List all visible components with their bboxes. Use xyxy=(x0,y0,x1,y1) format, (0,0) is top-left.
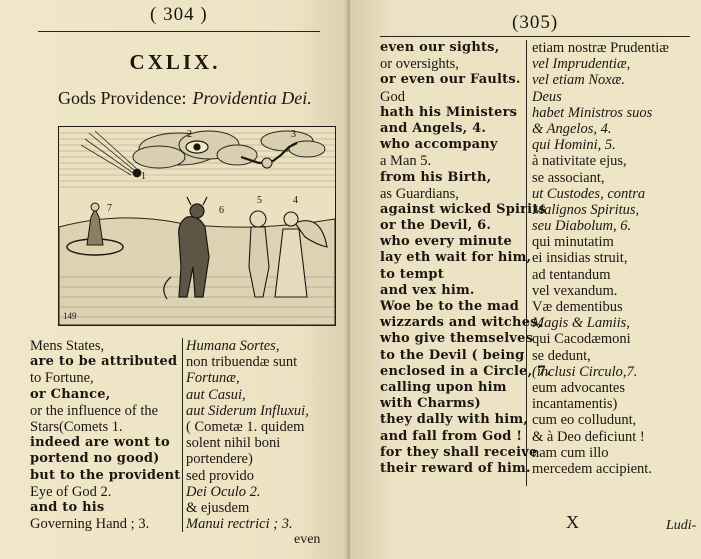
text-line: se associant, xyxy=(532,169,605,186)
left-english-column xyxy=(30,338,180,532)
title-english: Gods Providence: xyxy=(58,88,187,108)
text-line: who every minute xyxy=(380,234,512,250)
text-line: wizzards and witches, xyxy=(380,315,543,331)
text-line: nam cum illo xyxy=(532,444,609,461)
title-latin: Providentia Dei. xyxy=(192,88,312,108)
eye-of-god xyxy=(186,141,208,153)
text-line: a Man 5. xyxy=(380,153,432,170)
text-line: as Guardians, xyxy=(380,185,459,202)
text-line: or the Devil, 6. xyxy=(380,218,492,234)
left-page-number: ( 304 ) xyxy=(150,4,208,25)
text-line: who accompany xyxy=(380,137,498,153)
text-line: Deus xyxy=(532,88,562,105)
figure-number: 6 xyxy=(219,205,224,216)
chapter-number: CXLIX. xyxy=(129,50,221,74)
text-line: & à Deo deficiunt ! xyxy=(532,428,645,445)
right-catchword: Ludi- xyxy=(666,518,697,533)
text-line: Magis & Lamiis, xyxy=(532,315,630,332)
right-page xyxy=(350,0,701,559)
text-line: ut Custodes, contra xyxy=(532,185,646,202)
text-line: to tempt xyxy=(380,266,444,282)
comet-shape xyxy=(81,131,141,177)
text-line: to Fortune, xyxy=(30,370,94,387)
figure-number: 7 xyxy=(107,203,112,214)
text-line: or even our Faults. xyxy=(380,72,521,88)
text-line: mercedem accipient. xyxy=(532,460,652,477)
man-figure xyxy=(249,211,269,297)
text-line: Eye of God 2. xyxy=(30,483,112,500)
text-line: aut Siderum Influxui, xyxy=(186,402,309,419)
left-header-rule xyxy=(38,31,320,32)
left-catchword: even xyxy=(294,532,321,547)
text-line: they dally with him, xyxy=(380,412,529,428)
text-line: ad tentandum xyxy=(532,266,611,283)
text-line: or Chance, xyxy=(30,386,111,402)
text-line: vel vexandum. xyxy=(532,282,618,299)
text-line: for they shall receive xyxy=(380,444,538,460)
right-latin-column xyxy=(532,40,669,477)
text-line: their reward of him. xyxy=(380,460,531,476)
text-line: vel etiam Noxæ. xyxy=(532,72,626,89)
text-line: (inclusi Circulo,7. xyxy=(532,363,638,380)
figure-number: 1 xyxy=(141,171,146,182)
text-line: cum eo colludunt, xyxy=(532,412,637,429)
text-line: solent nihil boni xyxy=(186,435,281,452)
text-line: God xyxy=(380,88,405,105)
text-line: against wicked Spirits xyxy=(380,201,547,217)
text-line: aut Casui, xyxy=(186,386,246,403)
right-column-divider xyxy=(526,40,527,486)
text-line: non tribuendæ sunt xyxy=(186,354,298,371)
text-line: portend no good) xyxy=(30,451,160,467)
text-line: and vex him. xyxy=(380,282,475,298)
text-line: Manui rectrici ; 3. xyxy=(186,516,293,533)
text-line: eum advocantes xyxy=(532,379,626,396)
text-line: Væ dementibus xyxy=(532,299,623,315)
text-line: à nativitate ejus, xyxy=(532,153,627,170)
left-latin-column xyxy=(186,338,309,532)
text-line: and fall from God ! xyxy=(380,428,523,444)
woodcut-image xyxy=(59,127,335,325)
cloud-shape xyxy=(133,131,325,168)
text-line: ( Cometæ 1. quidem xyxy=(186,418,305,435)
text-line: incantamentis) xyxy=(532,396,618,413)
woodcut-illustration xyxy=(58,126,336,326)
right-page-number: (305) xyxy=(512,12,559,33)
text-line: se dedunt, xyxy=(532,347,591,364)
text-line: and to his xyxy=(30,499,105,515)
text-line: or the influence of the xyxy=(30,402,159,419)
figure-number: 5 xyxy=(257,195,262,206)
text-line: who give themselves xyxy=(380,331,534,347)
text-line: & ejusdem xyxy=(186,499,250,516)
text-line: Woe be to the mad xyxy=(380,299,520,314)
woodcut-mark: 149 xyxy=(63,311,77,321)
text-line: Malignos Spiritus, xyxy=(532,201,640,218)
left-column-divider xyxy=(182,338,183,532)
text-line: are to be attributed xyxy=(30,354,178,370)
text-line: qui Homini, 5. xyxy=(532,137,616,154)
signature-mark: X xyxy=(566,512,579,532)
text-line: & Angelos, 4. xyxy=(532,120,612,137)
witch-figure xyxy=(87,209,103,245)
text-line: to the Devil ( being xyxy=(380,347,525,363)
text-line: Stars(Comets 1. xyxy=(30,418,123,435)
text-line: portendere) xyxy=(186,451,253,468)
text-line: even our sights, xyxy=(380,40,500,55)
text-line: Dei Oculo 2. xyxy=(186,483,261,500)
right-header-rule xyxy=(380,36,690,37)
text-line: Humana Sortes, xyxy=(186,338,280,354)
text-line: lay eth wait for him, xyxy=(380,250,532,266)
text-line: etiam nostræ Prudentiæ xyxy=(532,40,669,56)
text-line: but to the provident xyxy=(30,467,181,483)
text-line: Mens States, xyxy=(30,338,105,354)
text-line: sed provido xyxy=(186,467,255,484)
text-line: habet Ministros suos xyxy=(532,104,653,121)
text-line: seu Diabolum, 6. xyxy=(532,218,632,235)
text-line: qui Cacodæmoni xyxy=(532,331,631,348)
text-line: enclosed in a Circle, 7. xyxy=(380,363,552,379)
text-line: or oversights, xyxy=(380,56,459,73)
text-line: with Charms) xyxy=(380,396,481,412)
figure-number: 4 xyxy=(293,195,298,206)
text-line: qui minutatim xyxy=(532,234,614,251)
text-line: Governing Hand ; 3. xyxy=(30,516,150,533)
text-line: hath his Ministers xyxy=(380,104,518,120)
text-line: indeed are wont to xyxy=(30,435,170,451)
figure-number: 3 xyxy=(291,129,296,140)
left-page xyxy=(0,0,350,559)
text-line: vel Imprudentiæ, xyxy=(532,56,631,73)
figure-number: 2 xyxy=(187,129,192,140)
chapter-title xyxy=(58,88,312,109)
text-line: Fortunæ, xyxy=(186,370,240,387)
text-line: calling upon him xyxy=(380,379,507,395)
text-line: from his Birth, xyxy=(380,169,492,185)
text-line: ei insidias struit, xyxy=(532,250,628,267)
text-line: and Angels, 4. xyxy=(380,120,487,136)
